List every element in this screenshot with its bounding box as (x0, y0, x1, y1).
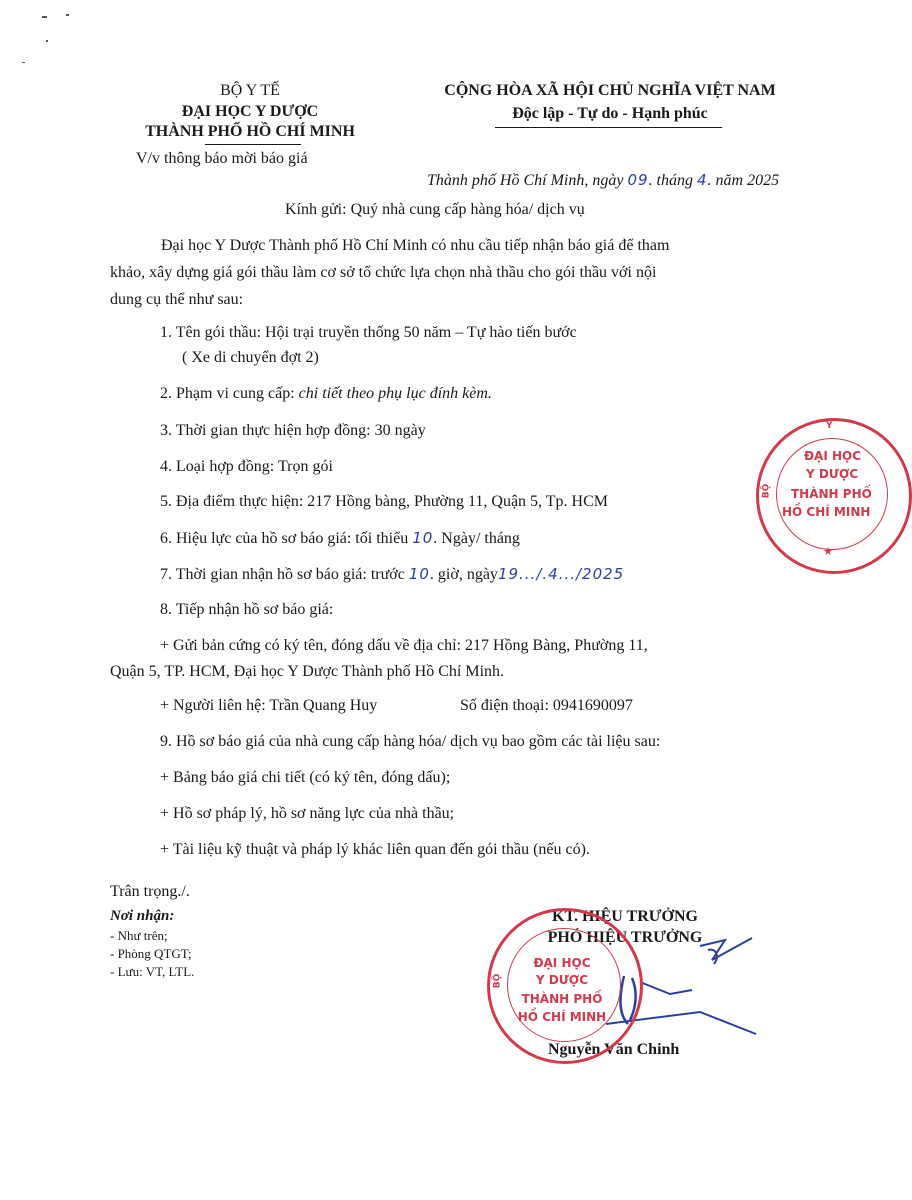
item-2-value: chi tiết theo phụ lục đính kèm. (298, 385, 492, 402)
salutation: Kính gửi: Quý nhà cung cấp hàng hóa/ dịch vụ (285, 201, 585, 218)
partial-seal-text: HỒ CHÍ MINH (782, 505, 871, 519)
item-8-send-line1: + Gửi bản cứng có ký tên, đóng dấu về địa chỉ: 217 Hồng Bàng, Phường 11, (160, 637, 648, 654)
date-day: 09 (627, 171, 649, 189)
item-8-send-line2: Quận 5, TP. HCM, Đại học Y Dược Thành phố Hồ Chí Minh. (110, 663, 505, 680)
university-name-line2: THÀNH PHỐ HỒ CHÍ MINH (145, 123, 355, 140)
item-6-prefix: 6. Hiệu lực của hồ sơ báo giá: tối thiểu (160, 530, 409, 547)
signer-title-line2: PHÓ HIỆU TRƯỞNG (547, 929, 703, 946)
item-9-doc-a: + Bảng báo giá chi tiết (có ký tên, đóng dấu); (160, 769, 451, 786)
partial-seal-top-letter: Y (826, 421, 833, 431)
scan-speck (42, 16, 47, 18)
ministry-name: BỘ Y TẾ (220, 82, 280, 99)
intro-line: Đại học Y Dược Thành phố Hồ Chí Minh có nhu cầu tiếp nhận báo giá để tham (161, 237, 670, 254)
seal-text: ĐẠI HỌC (533, 956, 591, 970)
item-9-doc-b: + Hồ sơ pháp lý, hồ sơ năng lực của nhà thầu; (160, 805, 455, 822)
recipients-title: Nơi nhận: (110, 908, 175, 924)
item-6-suffix: . Ngày/ tháng (433, 530, 520, 547)
item-7-hour: 10 (408, 565, 430, 583)
partial-seal-text: ĐẠI HỌC (804, 449, 862, 463)
item-2-label: 2. Phạm vi cung cấp: (160, 385, 299, 402)
signer-title-line1: KT. HIỆU TRƯỞNG (552, 908, 698, 925)
header-left-underline (205, 144, 301, 145)
item-4: 4. Loại hợp đồng: Trọn gói (160, 458, 333, 475)
partial-seal-text: Y DƯỢC (806, 467, 859, 481)
item-7-prefix: 7. Thời gian nhận hồ sơ báo giá: trước (160, 566, 405, 583)
item-6 (160, 529, 520, 548)
university-name-line1: ĐẠI HỌC Y DƯỢC (181, 103, 319, 120)
item-2 (160, 385, 492, 403)
date-month: 4 (697, 171, 708, 189)
seal-text: HỒ CHÍ MINH (517, 1010, 607, 1024)
item-7-date: 19.../.4.../2025 (497, 565, 625, 583)
item-8: 8. Tiếp nhận hồ sơ báo giá: (160, 601, 334, 618)
national-motto: Độc lập - Tự do - Hạnh phúc (512, 105, 708, 122)
partial-seal-star: ★ (823, 545, 833, 558)
recipient-item: - Phòng QTGT; (110, 946, 192, 961)
country-name: CỘNG HÒA XÃ HỘI CHỦ NGHĨA VIỆT NAM (444, 82, 776, 99)
closing: Trân trọng./. (110, 883, 190, 900)
item-8-phone: Số điện thoại: 0941690097 (460, 697, 633, 714)
partial-seal-text: THÀNH PHỐ (791, 487, 872, 501)
item-9: 9. Hồ sơ báo giá của nhà cung cấp hàng hóa/ dịch vụ bao gồm các tài liệu sau: (160, 733, 661, 750)
item-1-line2: ( Xe di chuyển đợt 2) (182, 349, 319, 366)
document-subject: V/v thông báo mời báo giá (136, 150, 308, 167)
date-prefix: Thành phố Hồ Chí Minh, ngày (427, 172, 624, 189)
intro-line: dung cụ thể như sau: (110, 291, 244, 308)
item-7 (160, 565, 624, 584)
item-1-line1: 1. Tên gói thầu: Hội trại truyền thống 50 năm – Tự hào tiến bước (160, 324, 577, 341)
item-6-value: 10 (412, 529, 434, 547)
signer-name: Nguyễn Văn Chinh (548, 1041, 680, 1058)
motto-underline (495, 127, 722, 128)
seal-text: THÀNH PHỐ (521, 992, 603, 1006)
seal-text: Y DƯỢC (535, 973, 589, 987)
partial-seal-side-text: BỘ (761, 483, 772, 499)
item-5: 5. Địa điểm thực hiện: 217 Hồng bàng, Phường 11, Quận 5, Tp. HCM (160, 493, 608, 510)
item-8-contact: + Người liên hệ: Trần Quang Huy (160, 697, 378, 714)
issue-date (427, 171, 779, 190)
scan-speck (66, 14, 69, 16)
intro-line: khảo, xây dựng giá gói thầu làm cơ sở tổ chức lựa chọn nhà thầu cho gói thầu với nội (110, 264, 657, 281)
date-month-label: . tháng (648, 172, 693, 189)
item-3: 3. Thời gian thực hiện hợp đồng: 30 ngày (160, 422, 426, 439)
scan-speck (22, 62, 25, 63)
item-9-doc-c: + Tài liệu kỹ thuật và pháp lý khác liên quan đến gói thầu (nếu có). (160, 841, 590, 858)
seal-side-text: BỘ (492, 973, 503, 989)
scan-speck (46, 40, 48, 42)
recipient-item: - Như trên; (110, 928, 168, 943)
item-7-mid: . giờ, ngày (429, 566, 498, 583)
recipient-item: - Lưu: VT, LTL. (110, 964, 195, 979)
date-year-label: . năm 2025 (707, 172, 780, 189)
